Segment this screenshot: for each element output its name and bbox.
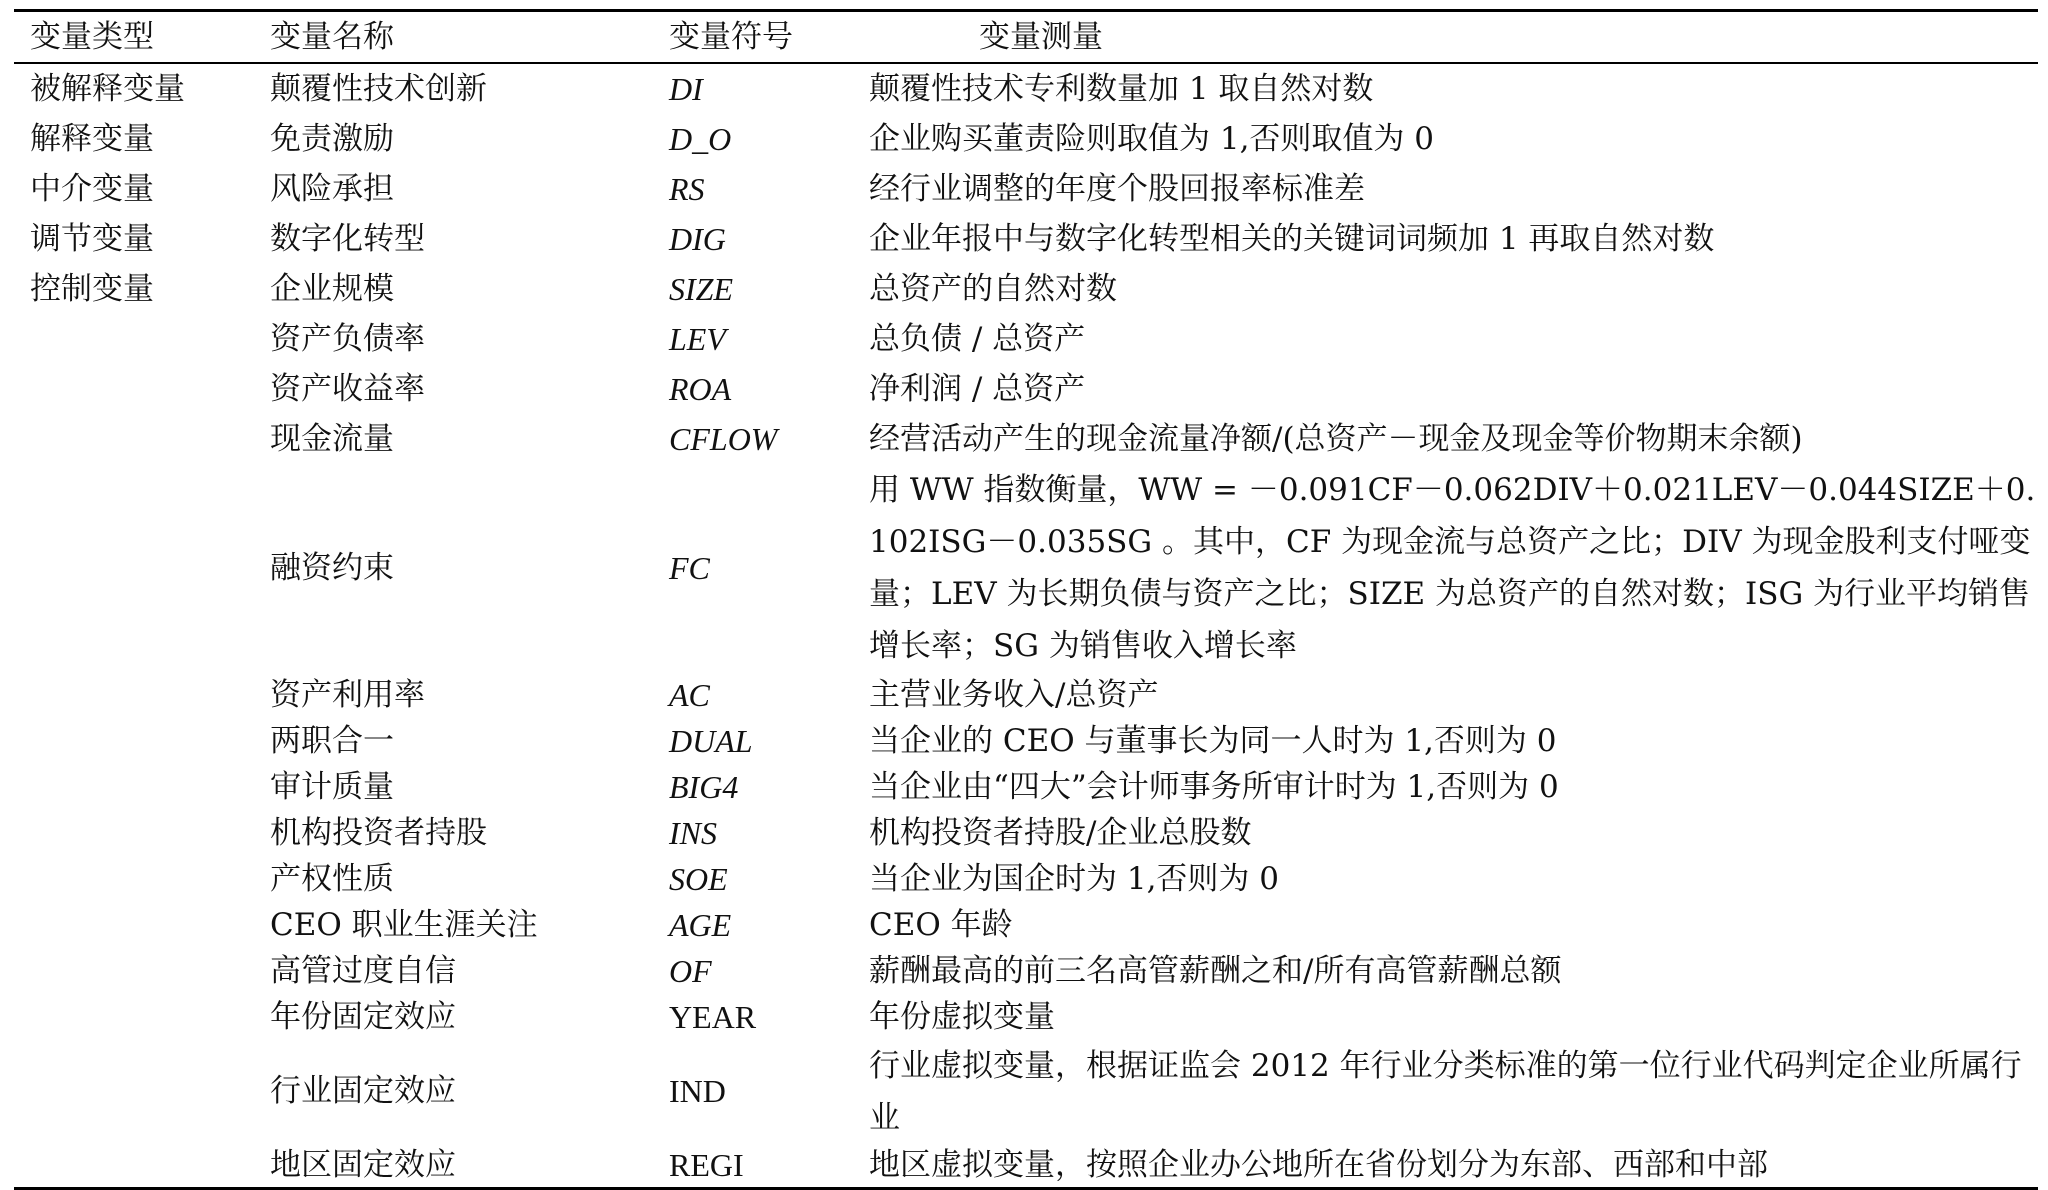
cell-name: 资产负债率	[270, 321, 425, 357]
table-row	[14, 64, 2038, 114]
cell-symbol: YEAR	[669, 999, 757, 1035]
table-row	[14, 164, 2038, 214]
cell-name: 两职合一	[270, 723, 394, 759]
cell-measure: 当企业的 CEO 与董事长为同一人时为 1,否则为 0	[869, 723, 1557, 759]
cell-name: 资产收益率	[270, 371, 425, 407]
cell-symbol: REGI	[669, 1147, 744, 1183]
cell-symbol: IND	[669, 1073, 726, 1109]
table-row	[14, 672, 2038, 718]
cell-measure: 企业年报中与数字化转型相关的关键词词频加 1 再取自然对数	[869, 221, 1715, 257]
table-row	[14, 264, 2038, 314]
cell-name: 资产利用率	[270, 677, 425, 713]
table-row	[14, 718, 2038, 764]
cell-symbol: DI	[669, 71, 703, 107]
table-row	[14, 810, 2038, 856]
table-row	[14, 114, 2038, 164]
cell-name: 风险承担	[270, 171, 394, 207]
table-header	[14, 12, 2038, 64]
cell-name: 现金流量	[270, 421, 394, 457]
cell-symbol: BIG4	[669, 769, 739, 805]
cell-measure: 颠覆性技术专利数量加 1 取自然对数	[869, 71, 1374, 107]
cell-measure: 净利润 / 总资产	[869, 371, 1086, 407]
table-row	[14, 902, 2038, 948]
cell-symbol: CFLOW	[669, 421, 778, 457]
cell-measure: 当企业为国企时为 1,否则为 0	[869, 861, 1280, 897]
cell-measure: 地区虚拟变量，按照企业办公地所在省份划分为东部、西部和中部	[869, 1147, 1768, 1183]
cell-measure: 总资产的自然对数	[869, 271, 1117, 307]
cell-name: 免责激励	[270, 121, 394, 157]
cell-type: 被解释变量	[30, 71, 185, 107]
cell-measure: 经营活动产生的现金流量净额/(总资产－现金及现金等价物期末余额)	[869, 421, 1803, 457]
cell-type: 解释变量	[30, 121, 154, 157]
cell-type: 调节变量	[30, 221, 154, 257]
cell-name: 机构投资者持股	[270, 815, 487, 851]
table-row	[14, 1144, 2038, 1187]
cell-symbol: DIG	[669, 221, 726, 257]
cell-symbol: RS	[669, 171, 705, 207]
cell-name: 年份固定效应	[270, 999, 456, 1035]
cell-symbol: D_O	[669, 121, 732, 157]
table-row	[14, 414, 2038, 464]
cell-name: 高管过度自信	[270, 953, 456, 989]
header-variable-measure: 变量测量	[979, 19, 1103, 55]
header-variable-type: 变量类型	[30, 19, 154, 55]
header-variable-symbol: 变量符号	[669, 19, 793, 55]
table-row	[14, 364, 2038, 414]
cell-name: 颠覆性技术创新	[270, 71, 487, 107]
table-row	[14, 764, 2038, 810]
cell-measure: 经行业调整的年度个股回报率标准差	[869, 171, 1365, 207]
table-row	[14, 856, 2038, 902]
cell-symbol: INS	[669, 815, 717, 851]
cell-name: 产权性质	[270, 861, 394, 897]
cell-symbol: AC	[669, 677, 710, 713]
cell-symbol: SIZE	[669, 271, 733, 307]
cell-measure: 用 WW 指数衡量，WW = －0.091CF－0.062DIV＋0.021LEV－0.044SIZE＋0.102ISG－0.035SG 。其中，CF 为现金流与总资产之比；DIV 为现金股利支付哑变量；LEV 为长期负债与资产之比；SIZE 为总资产的自然对数；ISG 为行业平均销售增长率；SG 为销售收入增长率	[869, 472, 2036, 664]
cell-name: 地区固定效应	[270, 1147, 456, 1183]
cell-name: 企业规模	[270, 271, 394, 307]
cell-measure: 行业虚拟变量，根据证监会 2012 年行业分类标准的第一位行业代码判定企业所属行业	[869, 1048, 2022, 1136]
table-row	[14, 214, 2038, 264]
cell-type: 控制变量	[30, 271, 154, 307]
table-row	[14, 1040, 2038, 1144]
table-row	[14, 948, 2038, 994]
cell-measure: CEO 年龄	[869, 907, 1013, 943]
header-variable-name: 变量名称	[270, 19, 394, 55]
cell-measure: 年份虚拟变量	[869, 999, 1055, 1035]
table-body	[14, 64, 2038, 1187]
cell-symbol: AGE	[669, 907, 732, 943]
table-row	[14, 314, 2038, 364]
cell-measure: 企业购买董责险则取值为 1,否则取值为 0	[869, 121, 1435, 157]
variable-definition-table	[14, 9, 2038, 1190]
cell-symbol: DUAL	[669, 723, 753, 759]
cell-symbol: ROA	[669, 371, 732, 407]
cell-symbol: LEV	[669, 321, 726, 357]
cell-name: 融资约束	[270, 550, 394, 586]
cell-name: 数字化转型	[270, 221, 425, 257]
cell-name: CEO 职业生涯关注	[270, 907, 538, 943]
cell-type: 中介变量	[30, 171, 154, 207]
cell-symbol: FC	[669, 550, 710, 586]
cell-name: 行业固定效应	[270, 1073, 456, 1109]
cell-name: 审计质量	[270, 769, 394, 805]
cell-symbol: SOE	[669, 861, 728, 897]
cell-measure: 机构投资者持股/企业总股数	[869, 815, 1252, 851]
cell-measure: 薪酬最高的前三名高管薪酬之和/所有高管薪酬总额	[869, 953, 1562, 989]
table-row	[14, 464, 2038, 672]
cell-measure: 主营业务收入/总资产	[869, 677, 1159, 713]
cell-measure: 总负债 / 总资产	[869, 321, 1086, 357]
cell-symbol: OF	[669, 953, 712, 989]
cell-measure: 当企业由“四大”会计师事务所审计时为 1,否则为 0	[869, 769, 1559, 805]
table-row	[14, 994, 2038, 1040]
